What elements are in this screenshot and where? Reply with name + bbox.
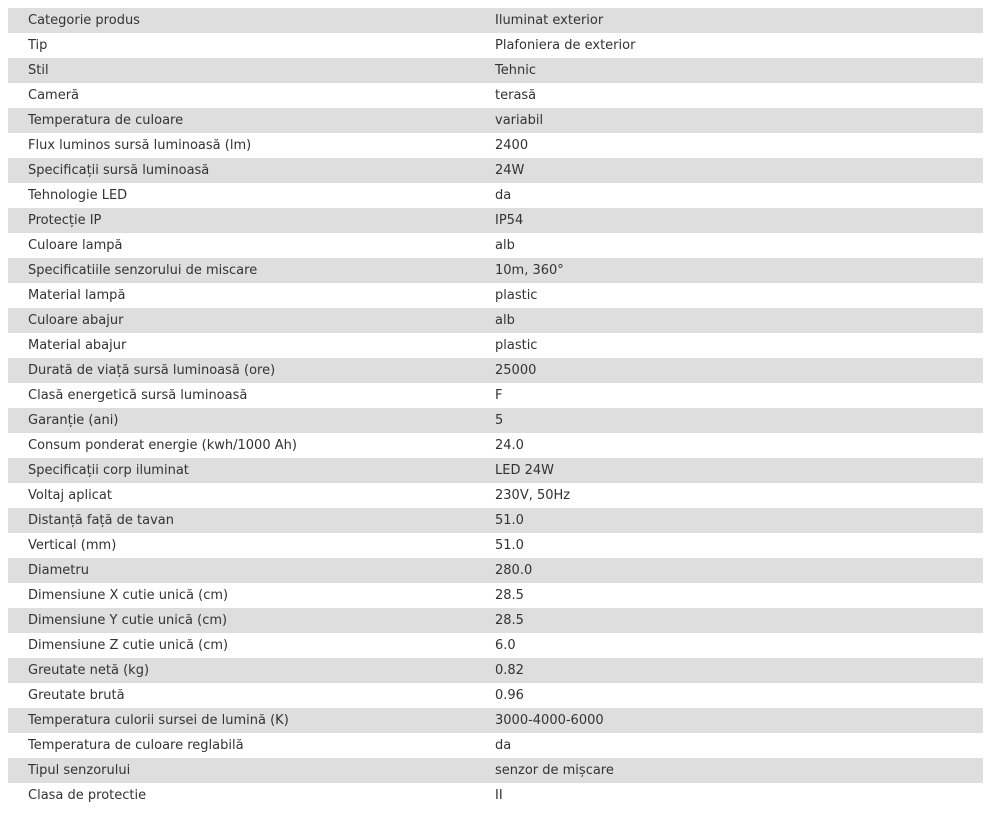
- spec-value: 0.96: [495, 688, 524, 703]
- spec-value: 25000: [495, 363, 537, 378]
- spec-label: Garanție (ani): [28, 413, 119, 428]
- spec-value: 51.0: [495, 513, 524, 528]
- spec-value: 51.0: [495, 538, 524, 553]
- spec-row: [8, 708, 983, 733]
- spec-row: [8, 108, 983, 133]
- spec-value: 0.82: [495, 663, 524, 678]
- spec-label: Temperatura de culoare reglabilă: [28, 738, 244, 753]
- spec-row: [8, 333, 983, 358]
- spec-value: Iluminat exterior: [495, 13, 604, 28]
- spec-label: Voltaj aplicat: [28, 488, 112, 503]
- spec-value: 230V, 50Hz: [495, 488, 571, 503]
- spec-row: [8, 533, 983, 558]
- spec-value: alb: [495, 238, 515, 253]
- spec-label: Distanță față de tavan: [28, 513, 174, 528]
- spec-row: [8, 233, 983, 258]
- spec-label: Cameră: [28, 88, 80, 103]
- specs-table-body: [8, 8, 983, 808]
- spec-value: IP54: [495, 213, 524, 228]
- spec-label: Dimensiune Y cutie unică (cm): [28, 613, 228, 628]
- spec-row: [8, 408, 983, 433]
- spec-row: [8, 58, 983, 83]
- spec-label: Durată de viață sursă luminoasă (ore): [28, 363, 276, 378]
- spec-row: [8, 358, 983, 383]
- spec-value: 6.0: [495, 638, 516, 653]
- spec-label: Material lampă: [28, 288, 126, 303]
- spec-label: Specificații sursă luminoasă: [28, 163, 210, 178]
- spec-value: terasă: [495, 88, 537, 103]
- spec-row: [8, 158, 983, 183]
- spec-label: Culoare abajur: [28, 313, 124, 328]
- spec-label: Protecție IP: [28, 213, 102, 228]
- spec-row: [8, 583, 983, 608]
- spec-value: senzor de mișcare: [495, 763, 614, 778]
- spec-row: [8, 558, 983, 583]
- spec-label: Material abajur: [28, 338, 127, 353]
- spec-row: [8, 483, 983, 508]
- spec-row: [8, 458, 983, 483]
- spec-label: Diametru: [28, 563, 89, 578]
- spec-label: Specificații corp iluminat: [28, 463, 189, 478]
- spec-row: [8, 783, 983, 808]
- spec-value: plastic: [495, 288, 538, 303]
- spec-row: [8, 433, 983, 458]
- spec-label: Clasa de protectie: [28, 788, 147, 803]
- spec-value: Plafoniera de exterior: [495, 38, 636, 53]
- spec-row: [8, 683, 983, 708]
- spec-value: 24.0: [495, 438, 524, 453]
- spec-row: [8, 33, 983, 58]
- spec-label: Clasă energetică sursă luminoasă: [28, 388, 248, 403]
- spec-label: Culoare lampă: [28, 238, 123, 253]
- spec-label: Stil: [28, 63, 49, 78]
- spec-row: [8, 183, 983, 208]
- spec-row: [8, 83, 983, 108]
- spec-label: Greutate brută: [28, 688, 125, 703]
- spec-value: 24W: [495, 163, 525, 178]
- spec-value: F: [495, 388, 503, 403]
- spec-label: Specificatiile senzorului de miscare: [28, 263, 258, 278]
- spec-value: LED 24W: [495, 463, 554, 478]
- spec-row: [8, 133, 983, 158]
- spec-value: variabil: [495, 113, 544, 128]
- spec-label: Temperatura culorii sursei de lumină (K): [28, 713, 289, 728]
- spec-value: Tehnic: [495, 63, 536, 78]
- spec-row: [8, 733, 983, 758]
- spec-row: [8, 508, 983, 533]
- spec-label: Temperatura de culoare: [28, 113, 184, 128]
- spec-row: [8, 208, 983, 233]
- spec-row: [8, 308, 983, 333]
- spec-row: [8, 258, 983, 283]
- spec-label: Flux luminos sursă luminoasă (lm): [28, 138, 252, 153]
- spec-value: II: [495, 788, 503, 803]
- spec-value: da: [495, 188, 512, 203]
- spec-value: alb: [495, 313, 515, 328]
- spec-label: Categorie produs: [28, 13, 140, 28]
- spec-row: [8, 608, 983, 633]
- spec-row: [8, 758, 983, 783]
- spec-value: plastic: [495, 338, 538, 353]
- spec-value: da: [495, 738, 512, 753]
- spec-label: Tip: [28, 38, 48, 53]
- product-specs-table: [8, 8, 983, 808]
- spec-row: [8, 633, 983, 658]
- spec-value: 28.5: [495, 613, 524, 628]
- spec-label: Greutate netă (kg): [28, 663, 150, 678]
- spec-label: Tehnologie LED: [28, 188, 128, 203]
- spec-row: [8, 383, 983, 408]
- spec-row: [8, 283, 983, 308]
- spec-value: 2400: [495, 138, 529, 153]
- spec-label: Tipul senzorului: [28, 763, 131, 778]
- spec-row: [8, 658, 983, 683]
- spec-value: 280.0: [495, 563, 533, 578]
- spec-label: Dimensiune X cutie unică (cm): [28, 588, 229, 603]
- spec-value: 10m, 360°: [495, 263, 564, 278]
- spec-value: 3000-4000-6000: [495, 713, 604, 728]
- spec-row: [8, 8, 983, 33]
- spec-value: 28.5: [495, 588, 524, 603]
- spec-label: Vertical (mm): [28, 538, 117, 553]
- spec-value: 5: [495, 413, 504, 428]
- spec-label: Dimensiune Z cutie unică (cm): [28, 638, 229, 653]
- spec-label: Consum ponderat energie (kwh/1000 Ah): [28, 438, 297, 453]
